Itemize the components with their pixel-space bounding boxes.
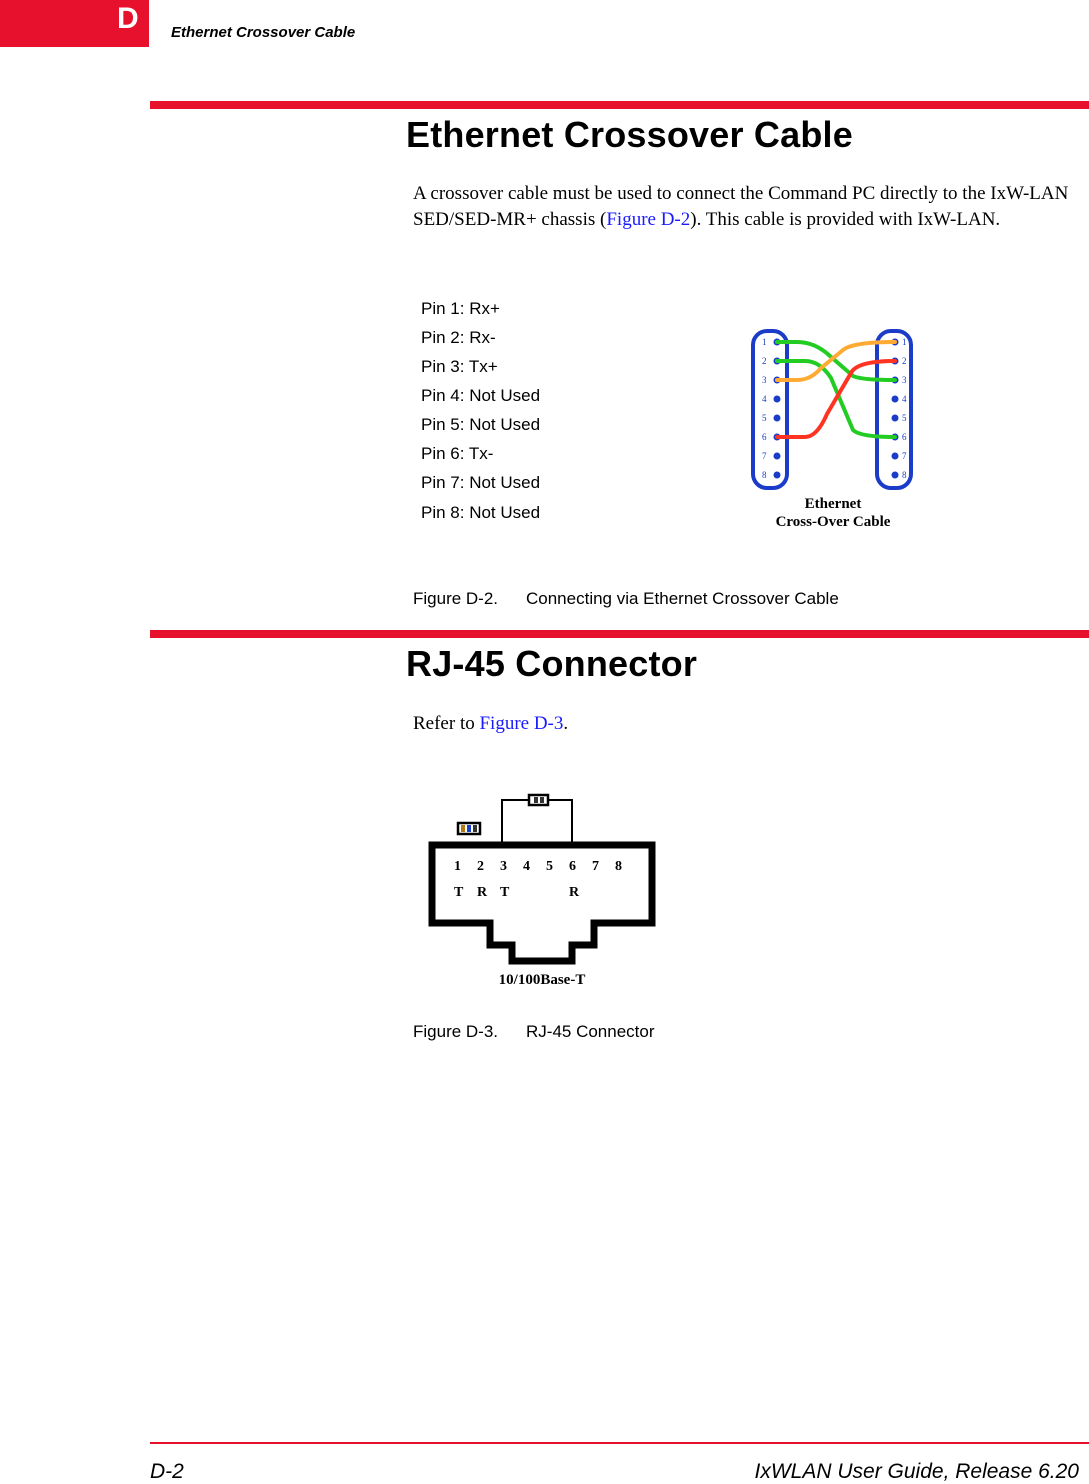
running-header-title: Ethernet Crossover Cable bbox=[171, 24, 356, 41]
figure-caption bbox=[413, 589, 839, 609]
paragraph-text: ). This cable is provided with IxW-LAN. bbox=[690, 209, 1001, 230]
right-pin-number: 6 bbox=[902, 432, 907, 442]
left-pin-number: 4 bbox=[762, 394, 767, 404]
left-pin-number: 5 bbox=[762, 413, 767, 423]
footer-rule bbox=[150, 1442, 1089, 1444]
chapter-letter: D bbox=[117, 2, 139, 35]
right-pin-number: 4 bbox=[902, 394, 907, 404]
pin-label: Pin 7: Not Used bbox=[421, 473, 541, 492]
connector-pin-number: 8 bbox=[615, 859, 622, 874]
connector-signal-label: R bbox=[477, 885, 488, 900]
pin-label: Pin 3: Tx+ bbox=[421, 357, 498, 376]
led-element bbox=[540, 797, 544, 803]
right-pin-dot bbox=[892, 415, 899, 422]
left-pin-dot bbox=[774, 472, 781, 479]
paragraph-text: Refer to bbox=[413, 713, 480, 734]
connector-pin-number: 7 bbox=[592, 859, 599, 874]
diagram-label-line2: Cross-Over Cable bbox=[775, 514, 891, 530]
connector-pin-number: 2 bbox=[477, 859, 484, 874]
connector-pin-number: 4 bbox=[523, 859, 530, 874]
right-connector-outline bbox=[877, 331, 911, 488]
right-pin-number: 5 bbox=[902, 413, 907, 423]
page-number: D-2 bbox=[150, 1460, 184, 1483]
paragraph-text: A crossover cable must be used to connect the Command PC directly to the IxW-LAN SED/SED-MR+ chassis ( bbox=[413, 183, 1069, 230]
section-title: Ethernet Crossover Cable bbox=[406, 114, 853, 155]
right-pin-dot bbox=[892, 396, 899, 403]
led-element bbox=[461, 825, 465, 832]
figure-link[interactable]: Figure D-3 bbox=[479, 713, 564, 734]
led-leads bbox=[502, 800, 572, 843]
pin-label: Pin 6: Tx- bbox=[421, 444, 494, 463]
left-pin-number: 8 bbox=[762, 470, 767, 480]
left-connector-outline bbox=[753, 331, 787, 488]
right-pin-number: 8 bbox=[902, 470, 907, 480]
right-pin-number: 3 bbox=[902, 375, 907, 385]
caption-number: Figure D-3. bbox=[413, 1022, 499, 1041]
connector-signal-label: T bbox=[500, 885, 510, 900]
caption-text: Connecting via Ethernet Crossover Cable bbox=[526, 589, 839, 608]
connector-pin-number: 3 bbox=[500, 859, 507, 874]
figure-caption bbox=[413, 1022, 655, 1042]
connector-label: 10/100Base-T bbox=[498, 972, 586, 988]
connector-pin-number: 6 bbox=[569, 859, 576, 874]
section-rule bbox=[150, 101, 1089, 109]
right-pin-dot bbox=[892, 453, 899, 460]
left-pin-number: 2 bbox=[762, 356, 767, 366]
section-title: RJ-45 Connector bbox=[406, 643, 698, 684]
left-pin-dot bbox=[774, 453, 781, 460]
caption-number: Figure D-2. bbox=[413, 589, 499, 608]
pin-label: Pin 2: Rx- bbox=[421, 328, 496, 347]
connector-signal-label: T bbox=[454, 885, 464, 900]
left-pin-number: 6 bbox=[762, 432, 767, 442]
section-paragraph bbox=[413, 181, 1085, 233]
led-indicator-top bbox=[529, 795, 548, 805]
pin-label: Pin 4: Not Used bbox=[421, 386, 541, 405]
rj45-connector-diagram bbox=[412, 773, 674, 1003]
right-pin-number: 1 bbox=[902, 337, 907, 347]
diagram-label-line1: Ethernet bbox=[804, 496, 862, 512]
connector-pin-number: 5 bbox=[546, 859, 553, 874]
left-pin-dot bbox=[774, 396, 781, 403]
pin-label: Pin 1: Rx+ bbox=[421, 299, 500, 318]
section-paragraph bbox=[413, 711, 1085, 737]
caption-text: RJ-45 Connector bbox=[526, 1022, 655, 1041]
led-element bbox=[467, 825, 471, 832]
left-pin-dot bbox=[774, 415, 781, 422]
left-pin-number: 7 bbox=[762, 451, 767, 461]
left-pin-number: 1 bbox=[762, 337, 767, 347]
connector-signal-label: R bbox=[569, 885, 580, 900]
left-pin-number: 3 bbox=[762, 375, 767, 385]
paragraph-text: . bbox=[563, 713, 569, 734]
figure-link[interactable]: Figure D-2 bbox=[606, 209, 691, 230]
crossover-cable-diagram bbox=[735, 318, 940, 540]
right-pin-number: 7 bbox=[902, 451, 907, 461]
right-pin-dot bbox=[892, 472, 899, 479]
pin-label: Pin 8: Not Used bbox=[421, 503, 541, 522]
section-rule bbox=[150, 630, 1089, 638]
document-title: IxWLAN User Guide, Release 6.20 bbox=[754, 1460, 1079, 1483]
connector-pin-number: 1 bbox=[454, 859, 461, 874]
led-element bbox=[473, 825, 477, 832]
pin-label: Pin 5: Not Used bbox=[421, 415, 541, 434]
right-pin-number: 2 bbox=[902, 356, 907, 366]
led-element bbox=[534, 797, 538, 803]
